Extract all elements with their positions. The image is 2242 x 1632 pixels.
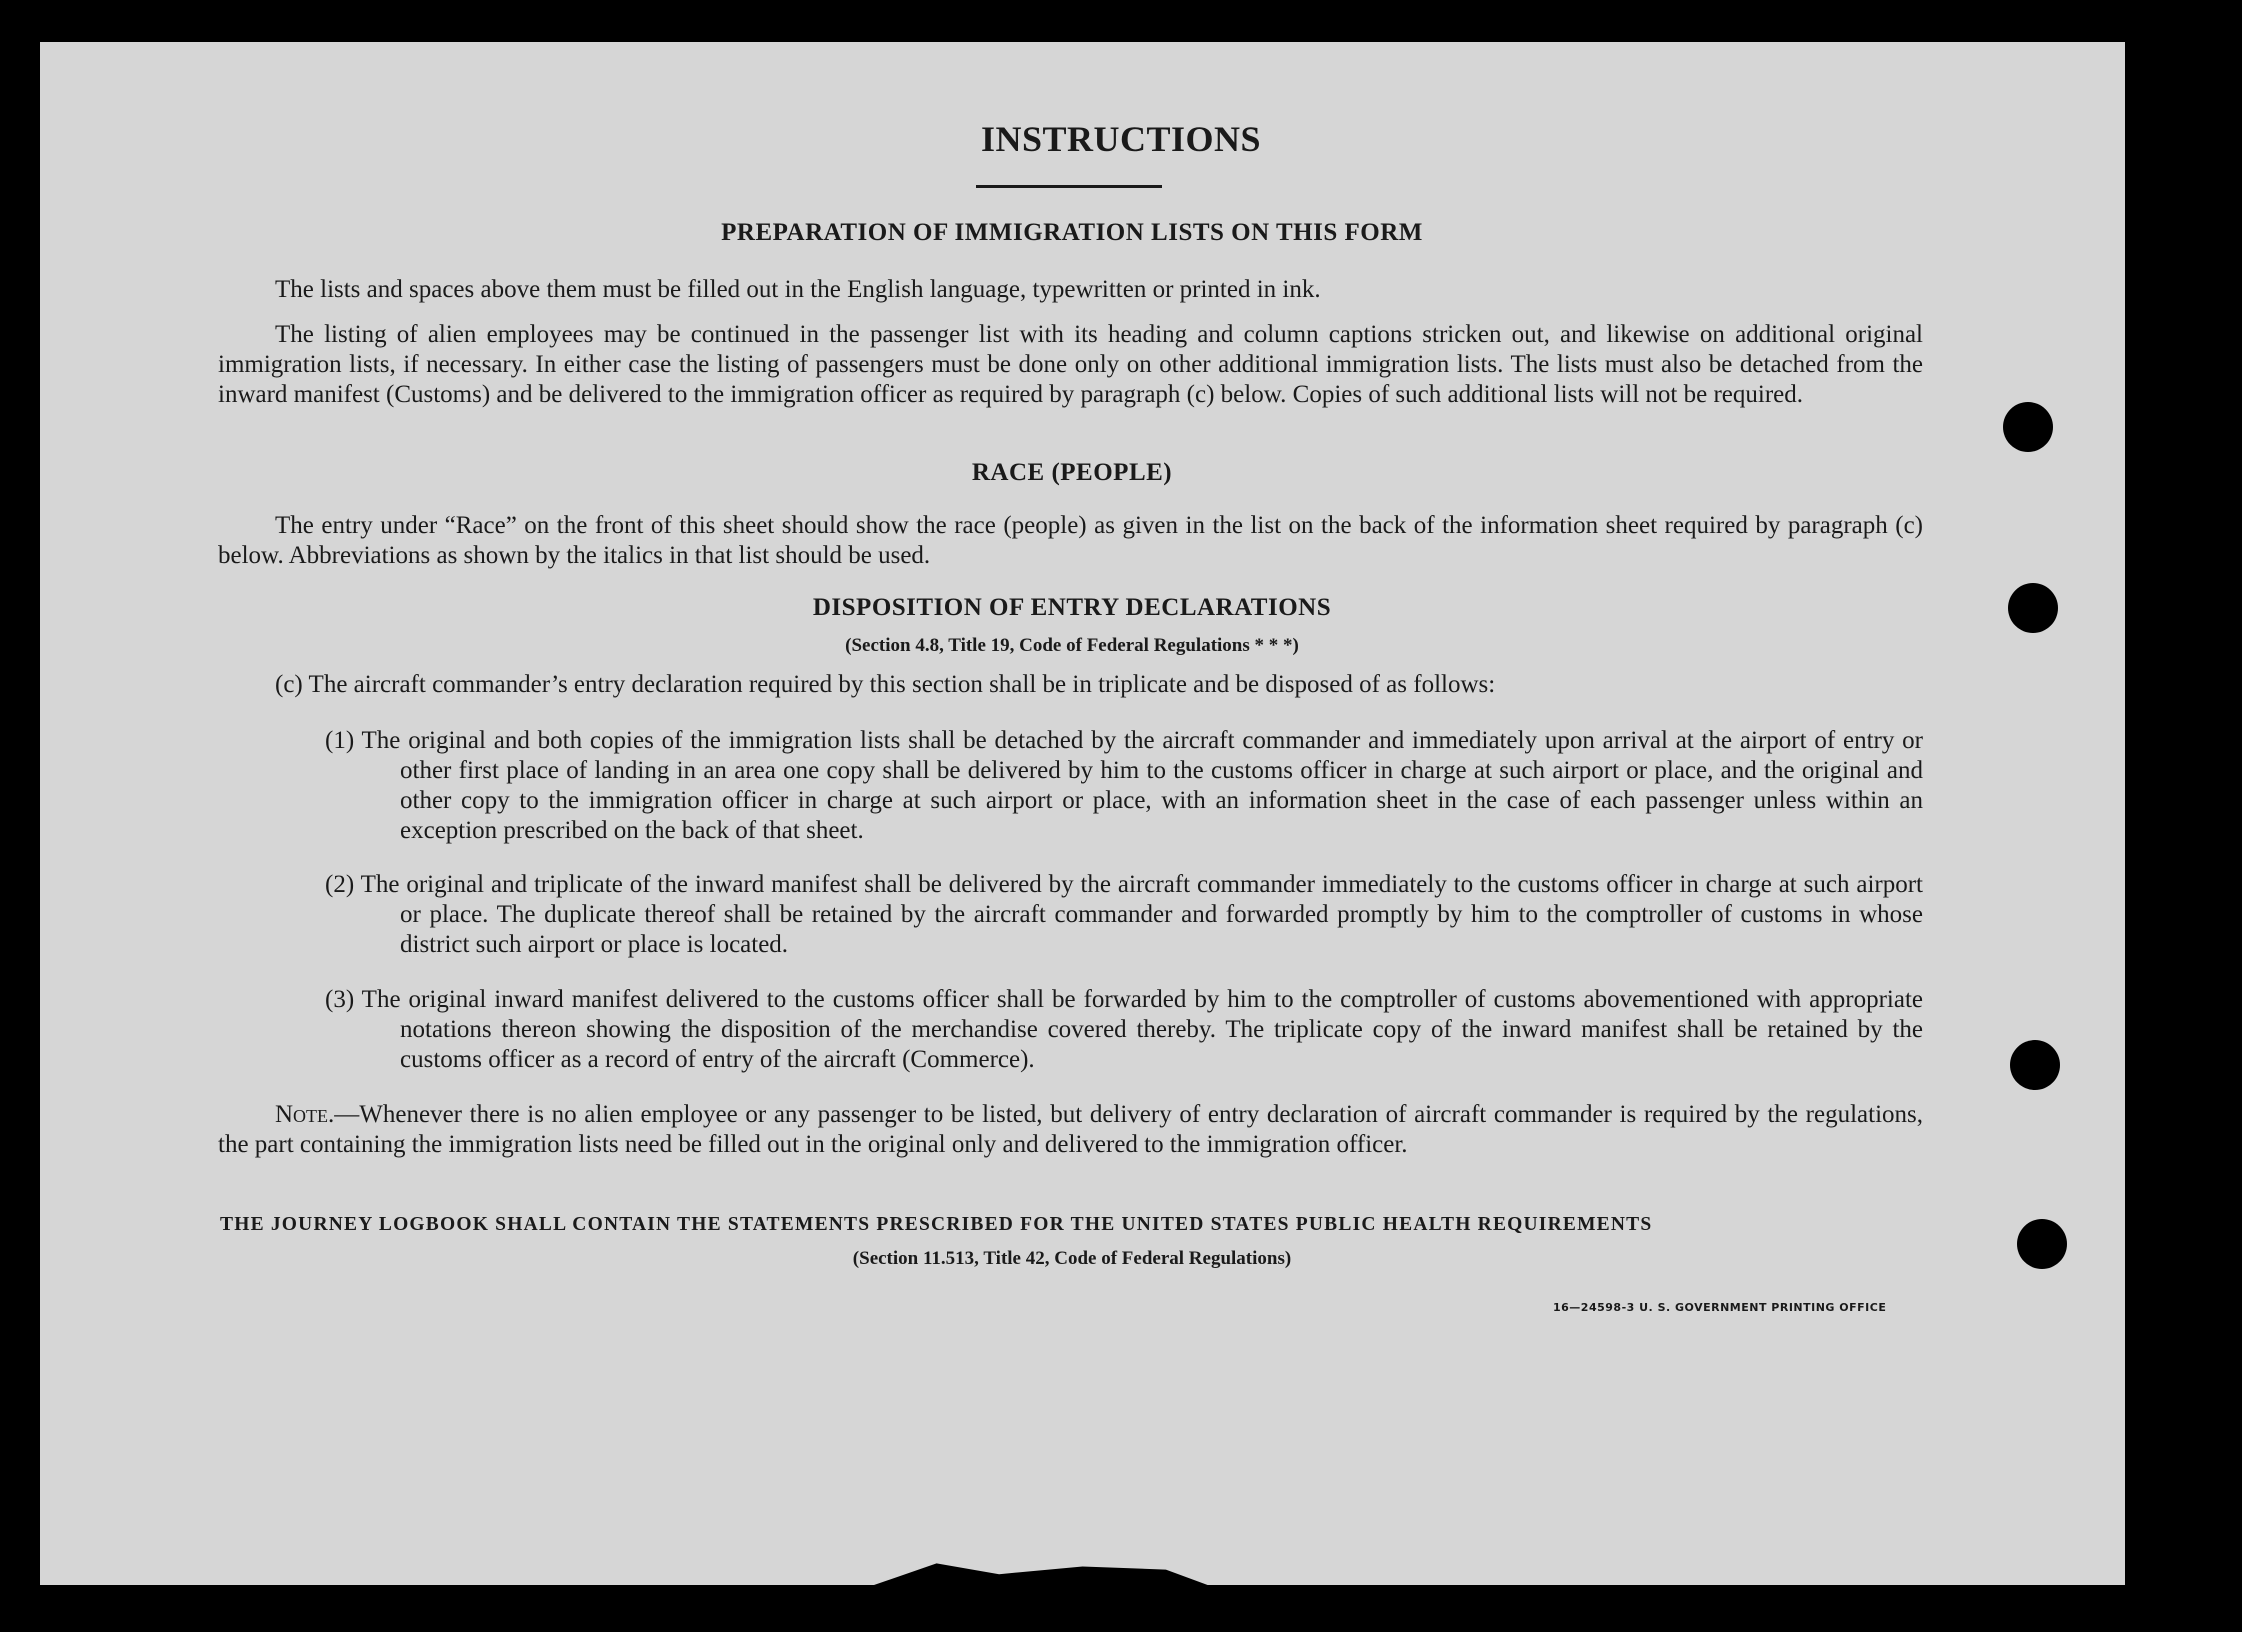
disposition-item-1: (1) The original and both copies of the immigration lists shall be detached by the aircraft commander and immediately upon arrival at the airport of entry or other first place of landing in an area one copy shall be delivered by him to the customs officer in charge at such airport or place, and the original and other copy to the immigration officer in charge at such airport or place, with an information sheet in the case of each passenger unless within an exception prescribed on the back of that sheet. <box>325 727 1923 844</box>
title-underline <box>976 185 1162 188</box>
health-citation: (Section 11.513, Title 42, Code of Federal Regulations) <box>852 1248 1292 1269</box>
disposition-item-3: (3) The original inward manifest delivered to the customs officer shall be forwarded by him to the comptroller of customs abovementioned with appropriate notations thereon showing the disposition of the merchandise covered thereby. The triplicate copy of the inward manifest shall be retained by the customs officer as a record of entry of the aircraft (Commerce). <box>325 986 1923 1073</box>
disposition-heading: DISPOSITION OF ENTRY DECLARATIONS <box>812 594 1332 621</box>
preparation-paragraph-1: The lists and spaces above them must be filled out in the English language, typewritten or printed in ink. <box>275 276 1321 303</box>
preparation-paragraph-2: The listing of alien employees may be continued in the passenger list with its heading and column captions stricken out, and likewise on additional original immigration lists, if necessary. In either case the listing of passengers must be done only on other additional immigration lists. The lists must also be detached from the inward manifest (Customs) and be delivered to the immigration officer as required by paragraph (c) below. Copies of such additional lists will not be required. <box>218 321 1923 408</box>
page-title: INSTRUCTIONS <box>980 119 1262 159</box>
note-text: —Whenever there is no alien employee or any passenger to be listed, but delivery of entry declaration of aircraft commander is required by the regulations, the part containing the immigration lists need be filled out in the original only and delivered to the immigration officer. <box>218 1101 1923 1158</box>
disposition-intro: (c) The aircraft commander’s entry declaration required by this section shall be in triplicate and be disposed of as follows: <box>275 671 1496 698</box>
health-requirements-line: THE JOURNEY LOGBOOK SHALL CONTAIN THE STATEMENTS PRESCRIBED FOR THE UNITED STATES PUBLIC HEALTH REQUIREMENTS <box>220 1214 1653 1235</box>
note-paragraph <box>218 1100 1923 1160</box>
disposition-item-2: (2) The original and triplicate of the inward manifest shall be delivered by the aircraft commander immediately to the customs officer in charge at such airport or place. The duplicate thereof shall be retained by the aircraft commander and forwarded promptly by him to the comptroller of customs in whose district such airport or place is located. <box>325 871 1923 958</box>
disposition-citation: (Section 4.8, Title 19, Code of Federal Regulations * * *) <box>845 635 1299 656</box>
punch-hole <box>2010 1040 2060 1090</box>
printer-mark: 16—24598-3 U. S. GOVERNMENT PRINTING OFFICE <box>1553 1301 1887 1314</box>
race-heading: RACE (PEOPLE) <box>971 459 1173 486</box>
note-label: Note. <box>275 1101 335 1128</box>
punch-hole <box>2008 583 2058 633</box>
punch-hole <box>2003 402 2053 452</box>
punch-hole <box>2017 1219 2067 1269</box>
preparation-heading: PREPARATION OF IMMIGRATION LISTS ON THIS FORM <box>721 219 1423 246</box>
race-paragraph: The entry under “Race” on the front of this sheet should show the race (people) as given in the list on the back of the information sheet required by paragraph (c) below. Abbreviations as shown by the italics in that list should be used. <box>218 512 1923 569</box>
